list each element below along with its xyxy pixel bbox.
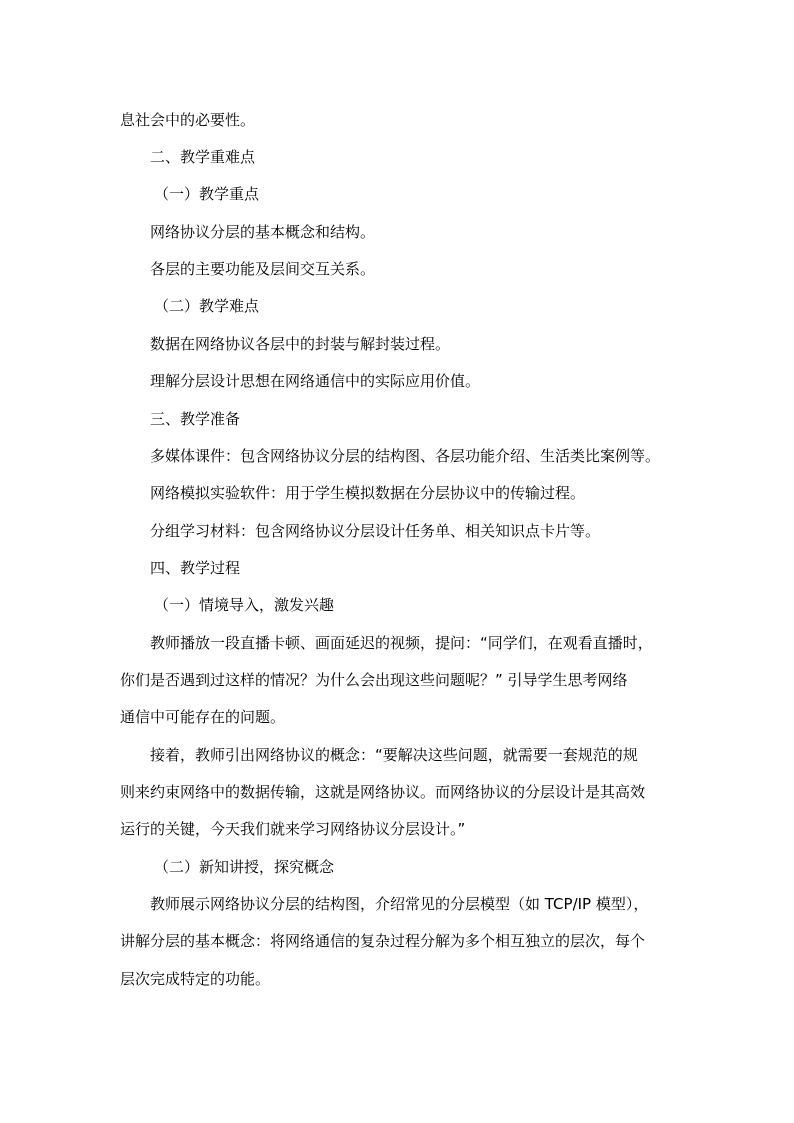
paragraph-line: 讲解分层的基本概念：将网络通信的复杂过程分解为多个相互独立的层次，每个 [120,932,646,950]
paragraph-line: 教师展示网络协议分层的结构图，介绍常见的分层模型（如 TCP/IP 模型）， [150,895,649,913]
paragraph-line: 通信中可能存在的问题。 [120,708,286,726]
section-heading: 三、教学准备 [150,410,241,428]
paragraph-line: 运行的关键，今天我们就来学习网络协议分层设计。” [120,820,466,838]
subsection-heading: （二）新知讲授，探究概念 [154,858,335,876]
subsection-heading: （一）教学重点 [154,185,260,203]
section-heading: 四、教学过程 [150,559,241,577]
paragraph-line: 各层的主要功能及层间交互关系。 [150,260,376,278]
paragraph-line: 接着，教师引出网络协议的概念：“要解决这些问题，就需要一套规范的规 [150,746,638,764]
paragraph-line: 你们是否遇到过这样的情况？为什么会出现这些问题呢？” 引导学生思考网络 [120,671,628,689]
paragraph-line: 则来约束网络中的数据传输，这就是网络协议。而网络协议的分层设计是其高效 [120,783,646,801]
section-heading: 二、教学重难点 [150,148,256,166]
paragraph-line: 理解分层设计思想在网络通信中的实际应用价值。 [150,372,481,390]
paragraph-line: 数据在网络协议各层中的封装与解封装过程。 [150,335,451,353]
subsection-heading: （一）情境导入，激发兴趣 [154,596,335,614]
paragraph-line: 层次完成特定的功能。 [120,970,271,988]
paragraph-line: 分组学习材料：包含网络协议分层设计任务单、相关知识点卡片等。 [150,522,601,540]
paragraph-line: 息社会中的必要性。 [120,111,256,129]
paragraph-line: 教师播放一段直播卡顿、画面延迟的视频，提问：“同学们，在观看直播时， [150,634,653,652]
paragraph-line: 多媒体课件：包含网络协议分层的结构图、各层功能介绍、生活类比案例等。 [150,447,661,465]
subsection-heading: （二）教学难点 [154,297,260,315]
paragraph-line: 网络协议分层的基本概念和结构。 [150,223,376,241]
paragraph-line: 网络模拟实验软件：用于学生模拟数据在分层协议中的传输过程。 [150,484,586,502]
